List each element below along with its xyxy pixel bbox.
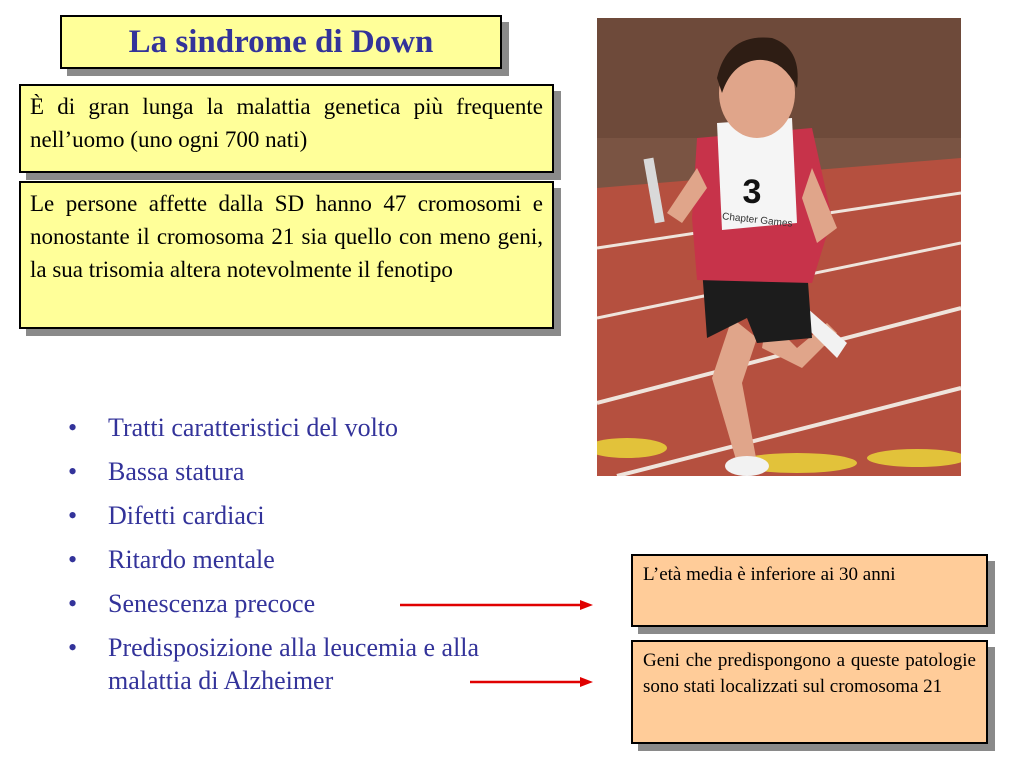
- intro-box: [19, 84, 554, 173]
- slide-title: La sindrome di Down: [128, 23, 434, 60]
- bullet-marker: •: [68, 413, 78, 442]
- bullet-marker: •: [68, 589, 78, 618]
- arrow-genes: [470, 674, 595, 690]
- list-item-text: Difetti cardiaci: [108, 501, 265, 530]
- runner-photo: [597, 18, 961, 476]
- list-item-text: Senescenza precoce: [108, 589, 316, 618]
- chromosome-box: [19, 181, 554, 329]
- list-item-text: Predisposizione alla leucemia e alla malattia di Alzheimer: [108, 633, 480, 695]
- list-item: [68, 538, 538, 582]
- title-box: [60, 15, 502, 69]
- genes-note-box: [631, 640, 988, 744]
- bullet-marker: •: [68, 633, 78, 662]
- bullet-marker: •: [68, 545, 78, 574]
- age-note-text: L’età media è inferiore ai 30 anni: [643, 564, 896, 585]
- bullet-marker: •: [68, 501, 78, 530]
- feature-list: [68, 406, 538, 697]
- bib-text: Chapter Games: [721, 211, 793, 230]
- chromosome-text: Le persone affette dalla SD hanno 47 cromosomi e nonostante il cromosoma 21 sia quello con meno geni, la sua trisomia altera notevolmente il fenotipo: [30, 191, 543, 282]
- list-item: [68, 631, 538, 697]
- list-item-text: Tratti caratteristici del volto: [108, 413, 399, 442]
- list-item: [68, 494, 538, 538]
- list-item: [68, 406, 538, 450]
- list-item-text: Bassa statura: [108, 457, 245, 486]
- genes-note-text: Geni che predispongono a queste patologie sono stati localizzati sul cromosoma 21: [643, 650, 976, 697]
- bib-number: 3: [742, 173, 762, 211]
- bullet-marker: •: [68, 457, 78, 486]
- intro-text: È di gran lunga la malattia genetica più frequente nell’uomo (uno ogni 700 nati): [30, 94, 543, 152]
- list-item-text: Ritardo mentale: [108, 545, 275, 574]
- list-item: [68, 450, 538, 494]
- arrow-age: [400, 597, 595, 613]
- age-note-box: [631, 554, 988, 627]
